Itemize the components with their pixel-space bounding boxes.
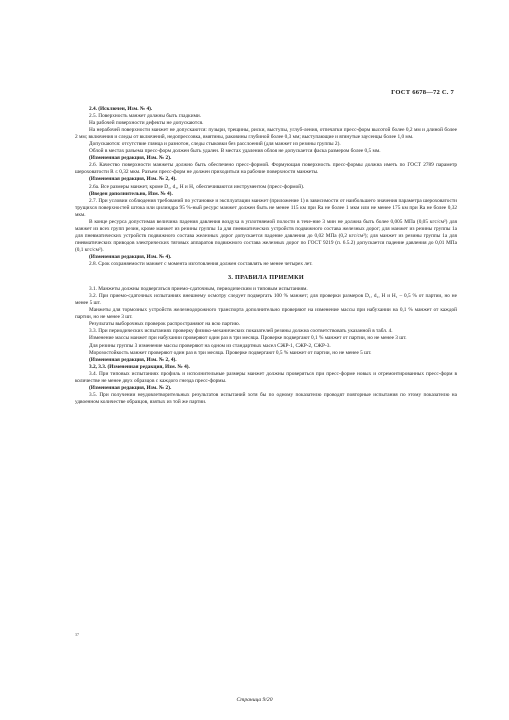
paragraph: Морозостойкость манжет проверяют один раз в три месяца. Проверке подвергают 0,5 % манжет от партии, но не менее 5 шт. (89, 349, 372, 356)
amendment-note: (Введен дополнительно, Изм. № 4). (89, 190, 173, 197)
page-footer: Страница 9/20 (236, 697, 273, 703)
paragraph: Допускаются: отсутствие глянца и разнотон, следы стыковки без расслоений (для манжет из резины группы 2). (89, 141, 341, 148)
paragraph: 3.5. При получении неудовлетворительных результатов испытаний хотя бы по одному показателю проводят повторные испытания по этому показателю на удвоенном количестве образцов, взятых из той же партии. (75, 391, 457, 405)
amendment-note: (Измененная редакция, Изм. № 2, 4). (89, 176, 177, 183)
section-heading: 3. ПРАВИЛА ПРИЕМКИ (227, 274, 305, 282)
paragraph: Облой в местах разъема пресс-форм должен быть удален. В местах удаления облоя не допускается фаска размером более 0,5 мм. (89, 148, 381, 155)
paragraph: На нерабочей поверхности манжет не допускаются: пузыри, трещины, риски, выступы, углуб-ления, отпечатки пресс-форм высотой более 0,2 мм и длиной более 2 мм; включения и следы от включений, недопрессовка, вмятины, раковины глубиной более 0,3 мм; выступающие и втянутые заусенцы более 1,0 мм. (75, 127, 457, 141)
paragraph: 2.5. Поверхность манжет должны быть гладкими. (89, 113, 202, 120)
paragraph: 3.1. Манжеты должны подвергаться приемо-сдаточным, периодическим и типовым испытаниям. (89, 286, 308, 293)
paragraph: 3.3. При периодических испытаниях проверку физико-механических показателей резины должна соответствовать указанной в табл. 4. (89, 328, 393, 335)
paragraph: В конце ресурса допустимая величина падения давления воздуха в уплотняемой полости в тече-ние 3 мин не должна быть более 0,005 МПа (0,05 кгс/см²) для манжет из всех групп резин, кроме манжет из резины группы 1а для пневматических устройств подвижного состава железных дорог; для манжет из резины группы 1а для пневматических устройств подвижного состава железных дорог допускается падение давления до 0,02 МПа (0,2 кгс/см²); для манжет из резины группы 1а для пневматических приводов электрических тяговых аппаратов подвижного состава железных дорог по ГОСТ 9219 (п. 6.5.2) допускается падение давления до 0,01 МПа (0,1 кгс/см²). (75, 218, 457, 253)
paragraph: Для резины группы 3 изменение массы проверяют на одном из стандартных масел СЖР-1, СЖР-2, СЖР-3. (89, 342, 331, 349)
paragraph: На рабочей поверхности дефекты не допускаются. (89, 120, 204, 127)
amendment-note: (Измененная редакция, Изм. № 2). (89, 155, 172, 162)
paragraph: 2.8. Срок сохраняемости манжет с момента изготовления должен составлять не менее четырех лет. (89, 261, 313, 268)
paragraph: 2.7. При условии соблюдения требований по установке и эксплуатации манжет (приложение 1) в зависимости от наибольшего значения параметра шероховатости трущихся поверхностей штока или цилиндра 95 %-ный ресурс манжет должен быть не менее 115 км при Ra не более 1 мкм или не менее 175 км при Ra не более 0,32 мкм. (75, 197, 457, 218)
paragraph: 2.6. Качество поверхности манжеты должно быть обеспечено пресс-формой. Формующая поверхность пресс-формы должна иметь по ГОСТ 2789 параметр шероховатости R ≤ 0,32 мкм. Разъем пресс-форм не должен приходиться на рабочие поверхности манжеты. (75, 162, 457, 176)
page-header: ГОСТ 6678—72 С. 7 (391, 89, 454, 96)
paragraph: Результаты выборочных проверок распространяют на всю партию. (89, 321, 241, 328)
paragraph: 3.2. При приемо-сдаточных испытаниях внешнему осмотру следует подвергать 100 % манжет; для проверки размеров D₁, d₁, H и H₁ – 0,5 % от партии, но не менее 5 шт. (75, 293, 457, 307)
amendment-note: (Измененная редакция, Изм. № 2, 4). (89, 356, 177, 363)
amendment-note: (Измененная редакция, Изм. № 2). (89, 384, 172, 391)
document-body (75, 106, 457, 406)
amendment-note: (Измененная редакция, Изм. № 4). (89, 253, 172, 260)
paragraph: 3.4. При типовых испытаниях профиль и исполнительные размеры манжет должны проверяться при пресс-форме новых и отремонтированных пресс-форм в количестве не менее двух образцов с каждого гнезда пресс-формы. (75, 370, 457, 384)
paragraph: Изменение массы манжет при набухании проверяют один раз в три месяца. Проверке подвергают 0,1 % манжет от партии, но не менее 3 шт. (89, 335, 407, 342)
amendment-note: 2.4. (Исключен, Изм. № 4). (89, 106, 153, 112)
page-mark: 37 (75, 632, 79, 637)
paragraph: 2.6а. Все размеры манжет, кроме D₁, d₁, H и H₁ обеспечиваются инструментом (пресс-формой). (89, 183, 305, 190)
amendment-note: 3.2, 3.3. (Измененная редакция, Изм. № 4). (89, 363, 190, 370)
paragraph: Манжеты для тормозных устройств железнодорожного транспорта дополнительно проверяют на изменение массы при набухании на 0,1 % манжет от каждой партии, но не менее 3 шт. (75, 307, 457, 321)
